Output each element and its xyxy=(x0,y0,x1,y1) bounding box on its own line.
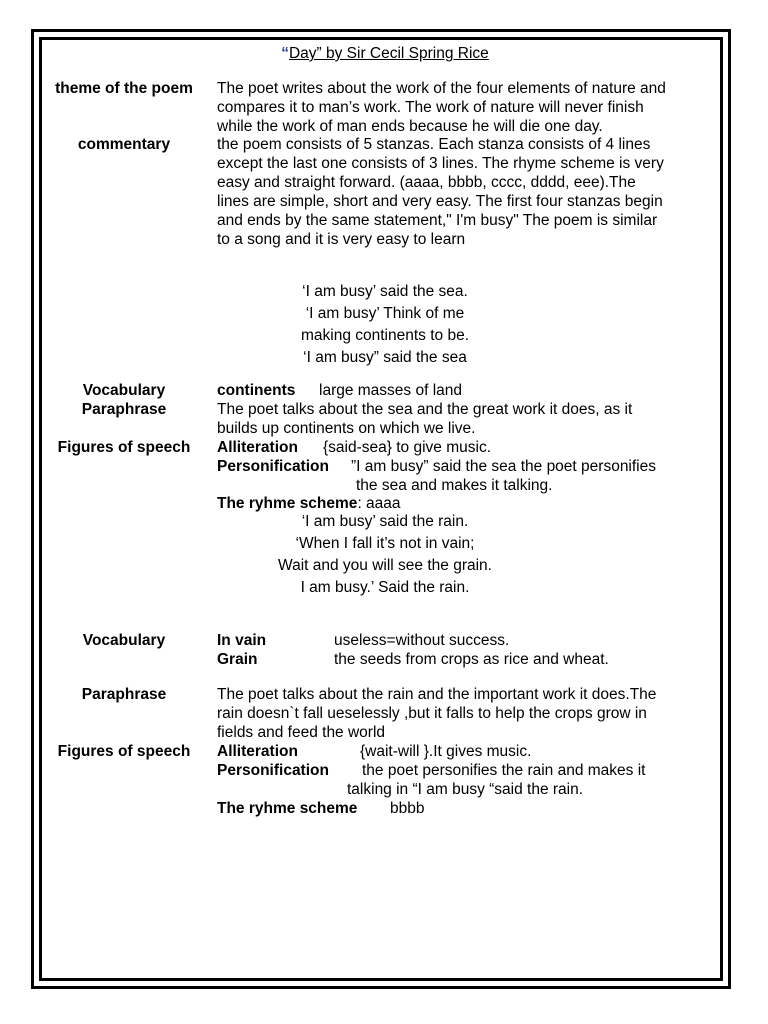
figures-label: Figures of speech xyxy=(57,439,191,456)
alliteration-term-2-text: Alliteration xyxy=(217,743,298,760)
vocab-term xyxy=(217,381,295,400)
alliteration-term-text: Alliteration xyxy=(217,439,298,456)
paraphrase-label: Paraphrase xyxy=(81,401,167,418)
stanza-1-line: making continents to be. xyxy=(300,327,470,344)
stanza-1-line: ‘I am busy’ Think of me xyxy=(305,305,465,322)
vocab-term-3 xyxy=(217,650,257,669)
commentary-line: lines are simple, short and very easy. The first four stanzas begin xyxy=(217,193,663,210)
stanza-2-line: I am busy.’ Said the rain. xyxy=(300,579,470,596)
stanza-2 xyxy=(217,511,553,599)
personification-text: ”I am busy” said the sea the poet personifies xyxy=(351,458,656,475)
vocab-definition-3: the seeds from crops as rice and wheat. xyxy=(334,651,609,668)
personification-text-2-cont: talking in “I am busy “said the rain. xyxy=(347,781,584,798)
commentary-line: and ends by the same statement," I'm busy" The poem is similar xyxy=(217,212,658,229)
paraphrase-line: builds up continents on which we live. xyxy=(217,420,476,437)
figures-label-2: Figures of speech xyxy=(57,743,191,760)
stanza-2-line: Wait and you will see the grain. xyxy=(278,557,492,574)
commentary-line: the poem consists of 5 stanzas. Each stanza consists of 4 lines xyxy=(217,136,651,153)
personification-term-text: Personification xyxy=(217,458,329,475)
paraphrase-line: fields and feed the world xyxy=(217,724,386,741)
paraphrase-line: The poet talks about the rain and the important work it does.The xyxy=(217,686,657,703)
paraphrase-text-2 xyxy=(217,685,722,742)
vocabulary-label: Vocabulary xyxy=(82,382,166,399)
personification-term-2 xyxy=(217,761,329,780)
vocab-term-2 xyxy=(217,631,266,650)
rhyme-scheme-2-term: The ryhme scheme xyxy=(217,800,358,817)
commentary-line: to a song and it is very easy to learn xyxy=(217,231,466,248)
vocab-term-3-word: Grain xyxy=(217,651,258,668)
alliteration-term-2 xyxy=(217,742,298,761)
vocab-definition-2: useless=without success. xyxy=(334,632,510,649)
commentary-text xyxy=(217,135,722,249)
vocab-term-2-word: In vain xyxy=(217,632,267,649)
theme-line: while the work of man ends because he will die one day. xyxy=(217,118,603,135)
alliteration-text-2: {wait-will }.It gives music. xyxy=(360,743,532,760)
commentary-label: commentary xyxy=(77,136,171,153)
rhyme-scheme-term: The ryhme scheme xyxy=(217,495,358,512)
personification-term xyxy=(217,457,329,476)
title-text: Day” by Sir Cecil Spring Rice xyxy=(288,45,489,62)
rhyme-scheme-value: : aaaa xyxy=(357,495,401,512)
stanza-2-line: ‘When I fall it’s not in vain; xyxy=(295,535,475,552)
title-quote-mark: “ xyxy=(281,45,289,62)
paraphrase-text xyxy=(217,400,722,438)
stanza-1 xyxy=(217,281,553,369)
paraphrase-line: The poet talks about the sea and the great work it does, as it xyxy=(217,401,633,418)
paraphrase-line: rain doesn`t fall ueselessly ,but it falls to help the crops grow in xyxy=(217,705,647,722)
theme-line: The poet writes about the work of the four elements of nature and xyxy=(217,80,666,97)
alliteration-term xyxy=(217,438,298,457)
theme-label: theme of the poem xyxy=(55,80,193,97)
personification-term-2-text: Personification xyxy=(217,762,329,779)
stanza-2-line: ‘I am busy’ said the rain. xyxy=(301,513,469,530)
page-title xyxy=(40,44,730,63)
vocab-definition: large masses of land xyxy=(319,382,463,399)
vocab-term-word: continents xyxy=(217,382,296,399)
personification-text-cont: the sea and makes it talking. xyxy=(356,477,553,494)
rhyme-scheme-2 xyxy=(217,799,357,818)
commentary-line: easy and straight forward. (aaaa, bbbb, cccc, dddd, eee).The xyxy=(217,174,636,191)
paraphrase-label-2: Paraphrase xyxy=(81,686,167,703)
personification-text-2: the poet personifies the rain and makes it xyxy=(362,762,646,779)
stanza-1-line: ‘I am busy” said the sea xyxy=(303,349,467,366)
theme-text xyxy=(217,79,722,136)
rhyme-scheme-2-value: bbbb xyxy=(390,800,425,817)
alliteration-text: {said-sea} to give music. xyxy=(323,439,492,456)
vocabulary-label-2: Vocabulary xyxy=(82,632,166,649)
stanza-1-line: ‘I am busy’ said the sea. xyxy=(302,283,468,300)
commentary-line: except the last one consists of 3 lines. The rhyme scheme is very xyxy=(217,155,664,172)
theme-line: compares it to man’s work. The work of nature will never finish xyxy=(217,99,644,116)
